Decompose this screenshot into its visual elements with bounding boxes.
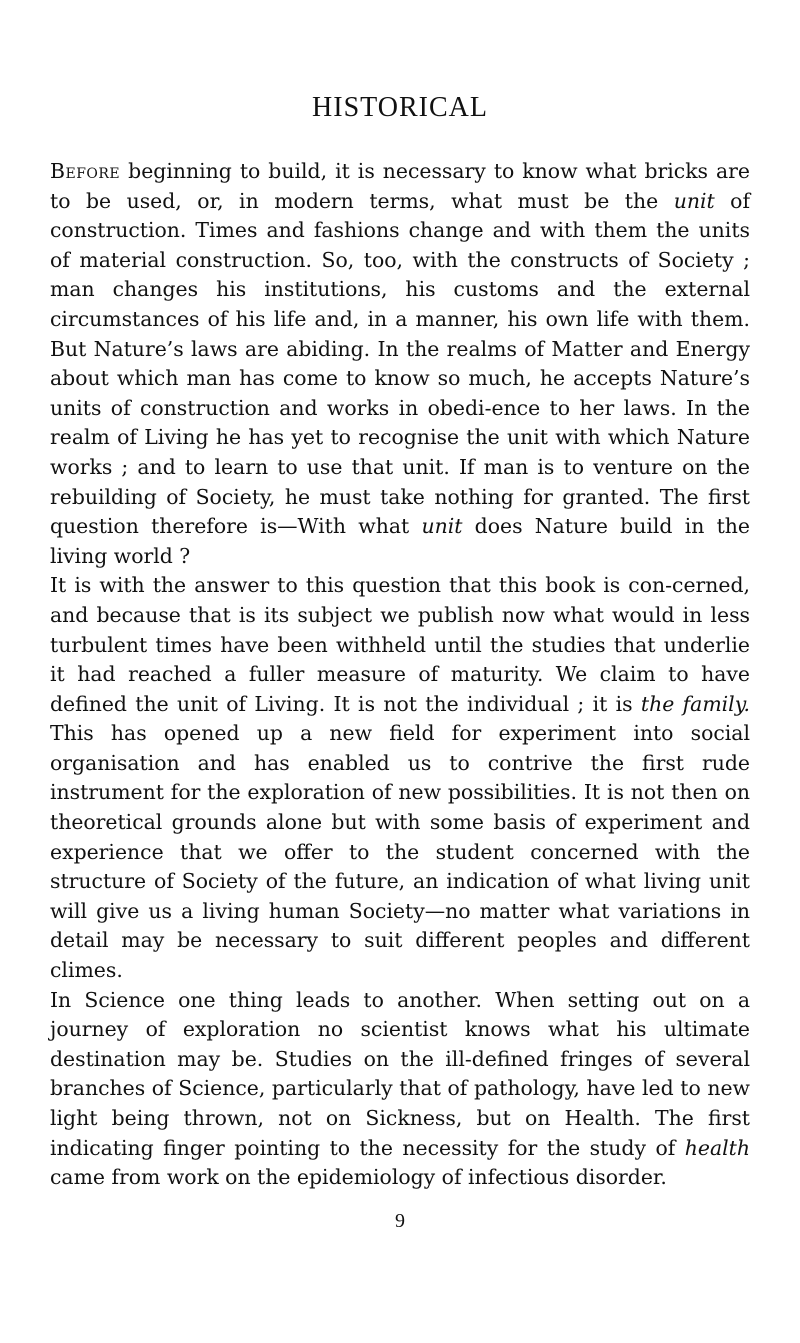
emphasis-health: health [684,1135,750,1160]
paragraph-2 [50,571,750,985]
emphasis-unit: unit [673,188,715,213]
emphasis-unit: unit [421,514,463,539]
text-run: does Nature build in the living world ? [50,514,750,568]
paragraph-1 [50,157,750,571]
text-run: This has opened up a new field for experiment into social organisation and has enabled us to contrive the first rude instrument for the exploration of new possibilities. It is not then on theoretical grounds alone but with some basis of experiment and experience that we offer to the student concerned with the structure of Society of the future, an indication of what living unit will give us a living human Society—no matter what variations in detail may be necessary to suit different peoples and different climes. [50,721,750,983]
paragraph-3 [50,986,750,1193]
text-run: beginning to build, it is necessary to know what bricks are to be used, or, in modern terms, what must be the [50,159,750,213]
text-run: In Science one thing leads to another. When setting out on a journey of exploration no scientist knows what his ultimate destination may be. Studies on the ill-defined fringes of several branches of Science, particularly that of pathology, have led to new light being thrown, not on Sickness, but on Health. The first indicating finger pointing to the necessity for the study of [50,987,750,1160]
body-text [50,157,750,1193]
text-run: of construction. Times and fashions change and with them the units of material construction. So, too, with the constructs of Society ; man changes his institutions, his customs and the external circumstances of his life and, in a manner, his own life with them. But Nature’s laws are abiding. In the realms of Matter and Energy about which man has come to know so much, he accepts Nature’s units of construction and works in obedi-ence to her laws. In the realm of Living he has yet to recognise the unit with which Nature works ; and to learn to use that unit. If man is to venture on the rebuilding of Society, he must take nothing for granted. The first question therefore is—With what [50,188,750,539]
text-run: It is with the answer to this question that this book is con-cerned, and because that is its subject we publish now what would in less turbulent times have been withheld until the studies that underlie it had reached a fuller measure of maturity. We claim to have defined the unit of Living. It is not the individual ; it is [50,573,750,716]
text-run: came from work on the epidemiology of infectious disorder. [50,1165,667,1190]
chapter-heading: HISTORICAL [312,92,488,123]
opening-word: Before [50,159,121,183]
page-number: 9 [395,1210,405,1232]
emphasis-the-family: the family. [640,691,750,716]
